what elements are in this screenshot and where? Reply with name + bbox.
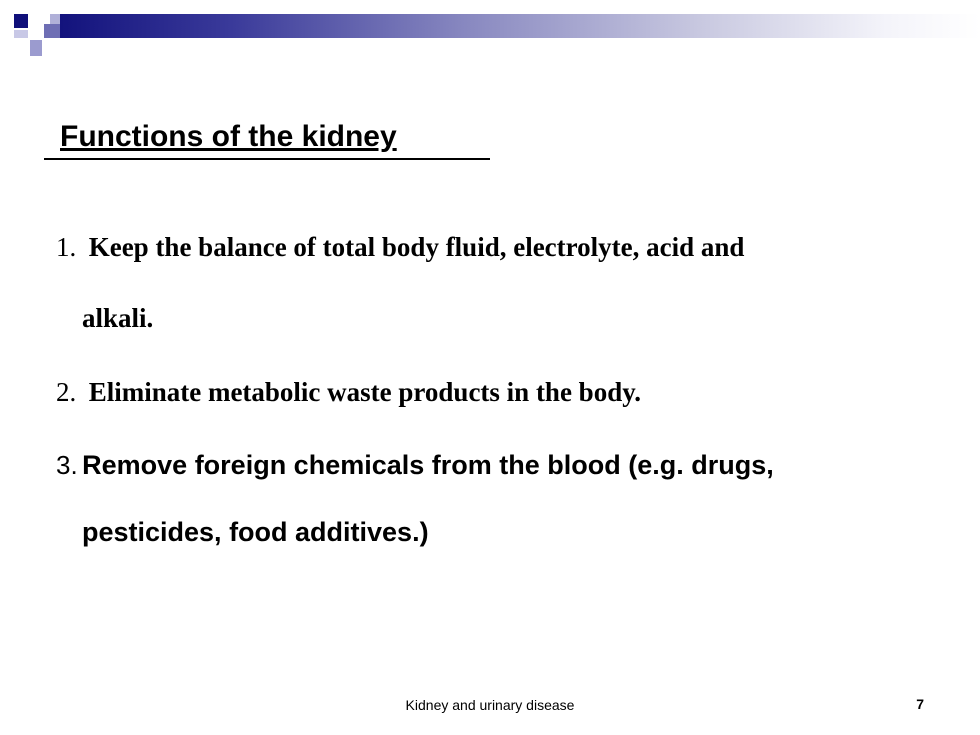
- list-item-number: 1.: [56, 232, 77, 262]
- list-item-text: Keep the balance of total body fluid, electrolyte, acid and: [88, 232, 745, 262]
- decor-square: [14, 30, 28, 38]
- decor-square: [14, 14, 28, 28]
- slide-title: Functions of the kidney: [60, 120, 397, 153]
- list-item-continuation: alkali.: [82, 303, 154, 333]
- list-item-number: 2.: [56, 377, 77, 407]
- list-item-3: [56, 450, 774, 481]
- list-item-continuation: pesticides, food additives.): [82, 517, 429, 547]
- header-decoration: [0, 0, 980, 60]
- decor-square: [44, 24, 60, 38]
- list-item-number: 3.: [56, 450, 78, 480]
- footer-label: Kidney and urinary disease: [405, 697, 575, 713]
- page-number: 7: [916, 696, 924, 712]
- list-item-text: Remove foreign chemicals from the blood (e.g. drugs,: [82, 450, 774, 480]
- decor-square: [30, 40, 42, 56]
- header-gradient-bar: [44, 14, 980, 38]
- list-item-1: [56, 232, 744, 263]
- decor-square: [30, 14, 42, 38]
- list-item-text: Eliminate metabolic waste products in the body.: [88, 377, 641, 407]
- decor-square: [50, 14, 60, 24]
- title-block: [44, 118, 490, 160]
- list-item-2: [56, 377, 641, 408]
